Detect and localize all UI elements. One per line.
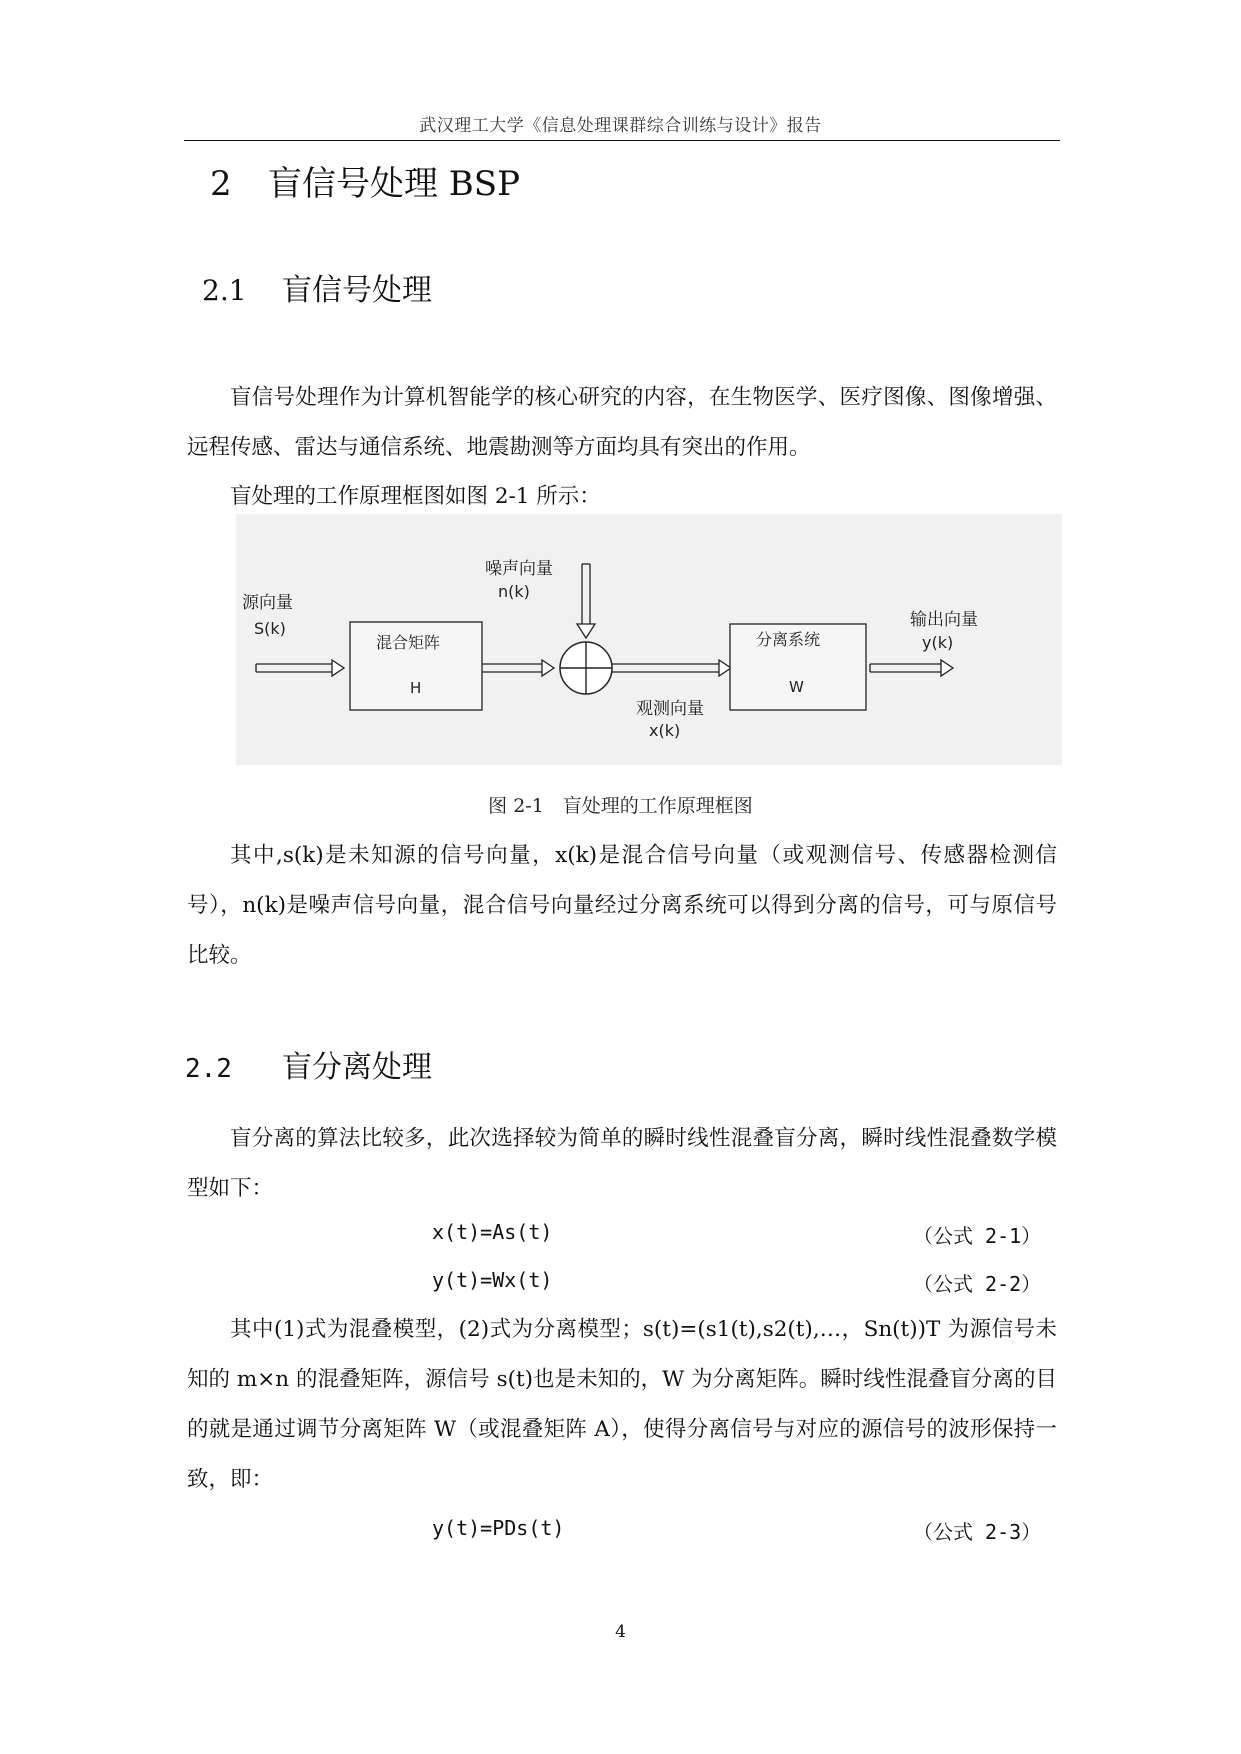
section-heading-2-1: [202, 270, 432, 312]
mix-to-sum-arrow: [482, 660, 554, 676]
output-arrow: [870, 660, 953, 676]
sum-to-separation-arrow: [612, 660, 731, 676]
chapter-heading: [210, 160, 520, 208]
section-number: 2.2: [185, 1054, 232, 1084]
paragraph: 其中(1)式为混叠模型，(2)式为分离模型；s(t)=(s1(t),s2(t),…，Sn(t))T 为源信号未知的 m×n 的混叠矩阵，源信号 s(t)也是未知的，W 为分离矩阵。瞬时线性混叠盲分离的目的就是通过调节分离矩阵 W（或混叠矩阵 A），使得分离信号与对应的源信号的波形保持一致，即：: [187, 1317, 1057, 1492]
section-title: 盲信号处理: [282, 273, 432, 308]
paragraph: 盲处理的工作原理框图如图 2-1 所示：: [230, 484, 601, 509]
mixing-matrix-var: H: [410, 679, 422, 697]
equation-2-2: y(t)=Wx(t): [432, 1268, 553, 1292]
noise-var: n(k): [498, 582, 530, 601]
equation-2-1: x(t)=As(t): [432, 1220, 553, 1244]
page-header: 武汉理工大学《信息处理课群综合训练与设计》报告: [419, 116, 822, 136]
figure-caption: 图 2-1 盲处理的工作原理框图: [488, 795, 753, 817]
section-title: 盲分离处理: [282, 1050, 432, 1085]
separation-system-label: 分离系统: [756, 630, 821, 649]
separation-system-var: W: [789, 678, 804, 696]
equation-2-1-label: （公式 2-1）: [913, 1224, 1042, 1248]
paragraph: 盲信号处理作为计算机智能学的核心研究的内容，在生物医学、医疗图像、图像增强、远程传感、雷达与通信系统、地震勘测等方面均具有突出的作用。: [187, 385, 1057, 460]
observation-var: x(k): [649, 721, 681, 740]
paragraph: 盲分离的算法比较多，此次选择较为简单的瞬时线性混叠盲分离，瞬时线性混叠数学模型如下：: [187, 1126, 1057, 1201]
block-diagram-figure: [236, 514, 1062, 765]
paragraph: 其中,s(k)是未知源的信号向量，x(k)是混合信号向量（或观测信号、传感器检测信号），n(k)是噪声信号向量，混合信号向量经过分离系统可以得到分离的信号，可与原信号比较。: [187, 843, 1057, 968]
output-var: y(k): [922, 633, 954, 652]
summation-node: [560, 642, 612, 694]
equation-2-3-label: （公式 2-3）: [913, 1520, 1042, 1544]
noise-label: 噪声向量: [485, 559, 553, 579]
observation-label: 观测向量: [636, 699, 704, 719]
mixing-matrix-label: 混合矩阵: [376, 633, 441, 652]
section-number: 2.1: [202, 274, 247, 307]
input-arrow: [256, 660, 344, 676]
page-number: 4: [615, 1622, 626, 1642]
section-heading-2-2: [185, 1047, 432, 1090]
chapter-number: 2: [210, 164, 232, 204]
block-diagram-svg: [236, 514, 1062, 765]
chapter-title: 盲信号处理 BSP: [268, 164, 520, 204]
output-label: 输出向量: [910, 610, 978, 630]
source-var: S(k): [254, 619, 286, 638]
header-rule: [184, 140, 1060, 141]
equation-2-2-label: （公式 2-2）: [913, 1272, 1042, 1296]
source-label: 源向量: [242, 593, 293, 613]
noise-arrow: [577, 564, 595, 638]
equation-2-3: y(t)=PDs(t): [432, 1516, 565, 1540]
